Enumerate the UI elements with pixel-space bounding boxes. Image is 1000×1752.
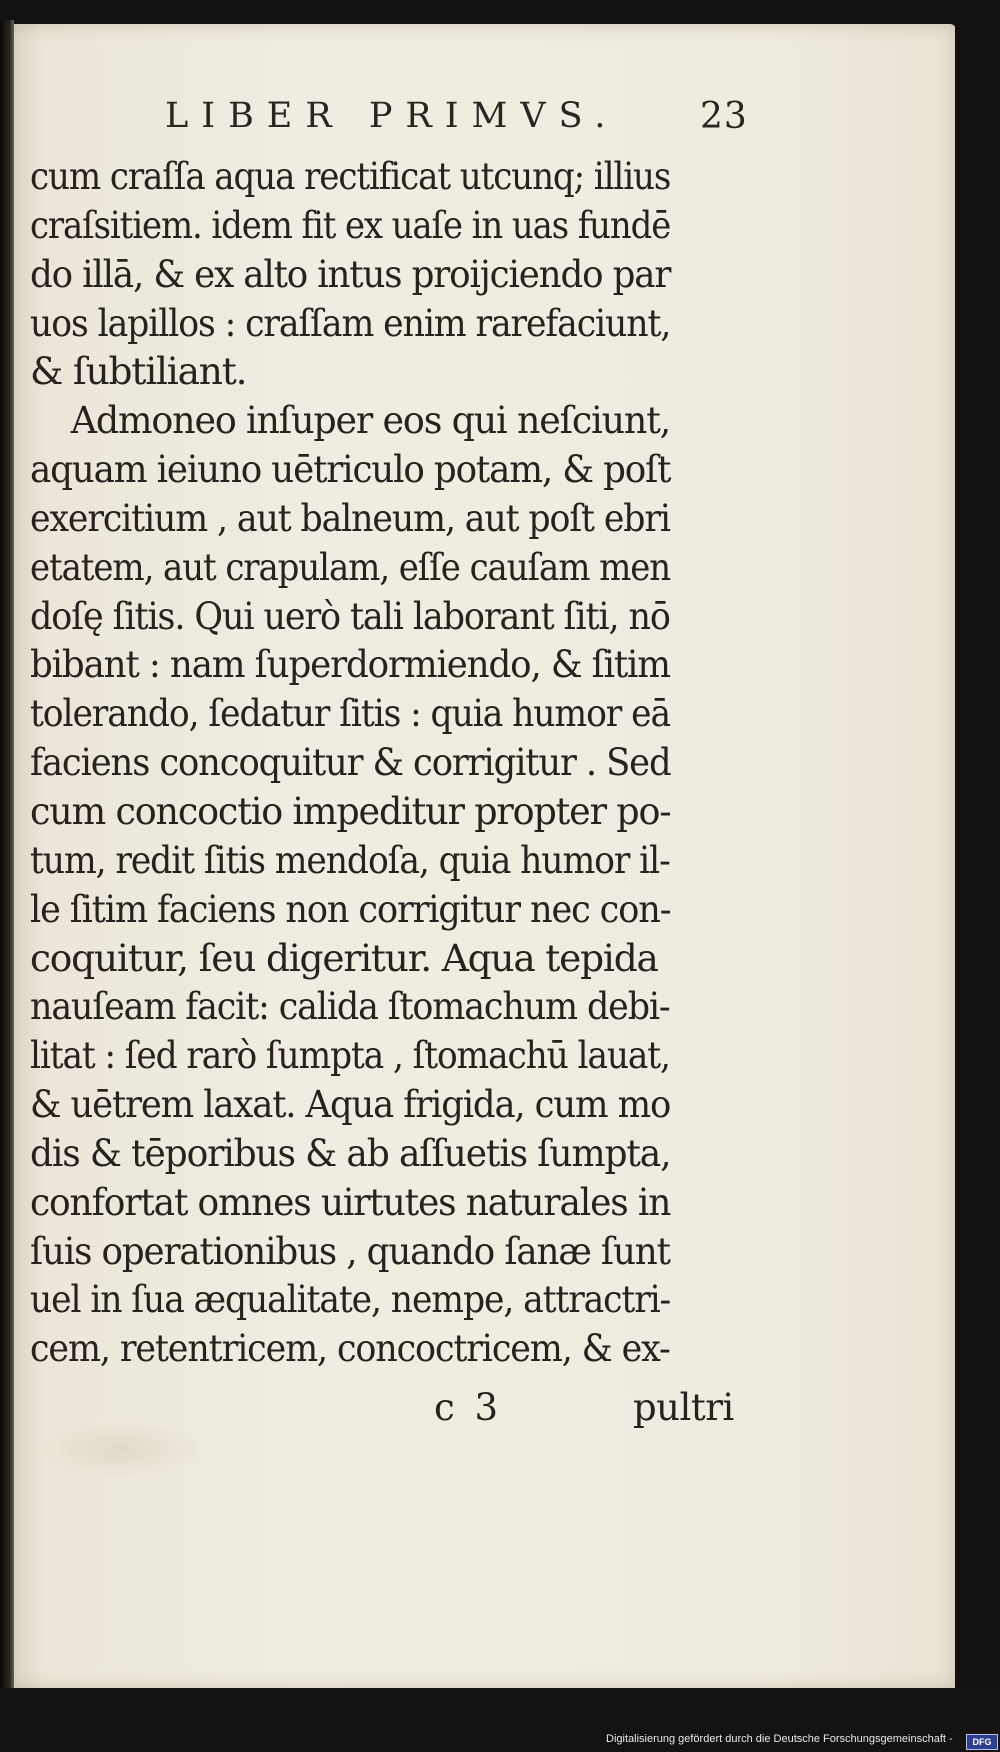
dfg-logo: DFG [966,1734,998,1750]
text-line: & uētrem laxat. Aqua frigida, cum mo [30,1082,671,1127]
running-head [0,96,1000,140]
scan-background-right [955,0,1000,1752]
running-head-title: LIBER PRIMVS. [165,96,619,136]
text-line: tum, redit ſitis mendoſa, quia humor il- [30,837,670,882]
text-line: ſuis operationibus , quando ſanæ ſunt [30,1228,670,1273]
text-line: litat : ſed rarò ſumpta , ſtomachū lauat, [30,1033,670,1078]
digitization-credit: Digitalisierung gefördert durch die Deutsche Forschungsgemeinschaft - [606,1733,953,1745]
text-line: cum concoctio impeditur propter po- [30,788,671,833]
text-line: aquam ieiuno uētriculo potam, & poſt [30,447,671,492]
catchword: pultri [633,1386,734,1429]
text-line: confortat omnes uirtutes naturales in [30,1179,671,1224]
text-line: Admoneo inſuper eos qui neſciunt, [70,398,671,443]
text-line: nauſeam facit: calida ſtomachum debi- [30,984,670,1029]
body-text [30,152,750,1373]
text-line: dis & tēporibus & ab aſſuetis ſumpta, [30,1130,671,1175]
page-number: 23 [700,96,748,137]
text-line: le ſitim faciens non corrigitur nec con- [30,886,671,931]
text-line: & ſubtiliant. [30,349,247,394]
text-line: coquitur, ſeu digeritur. Aqua tepida [30,935,658,980]
text-line: faciens concoquitur & corrigitur . Sed [30,740,671,785]
text-line: cum craſſa aqua rectificat utcunq; illius [30,154,671,198]
text-line: do illā, & ex alto intus proijciendo par [30,251,671,296]
text-line: cem, retentricem, concoctricem, & ex- [30,1326,670,1371]
book-spine-shadow [0,20,14,1700]
text-line: tolerando, ſedatur ſitis : quia humor eā [30,691,670,736]
text-line: uel in ſua æqualitate, nempe, attractri- [30,1277,671,1322]
signature-mark: c 3 [434,1386,503,1429]
text-line: uos lapillos : craſſam enim rarefaciunt, [30,300,671,345]
text-line: bibant : nam ſuperdormiendo, & ſitim [30,642,670,687]
text-line: etatem, aut crapulam, eſſe cauſam men [30,544,671,589]
text-line: exercitium , aut balneum, aut poſt ebri [30,495,670,540]
page-foot [0,1386,1000,1436]
text-line: doſę ſitis. Qui uerò tali laborant ſiti, nō [30,593,670,638]
text-line: craſsitiem. idem fit ex uaſe in uas fundē [30,202,671,247]
